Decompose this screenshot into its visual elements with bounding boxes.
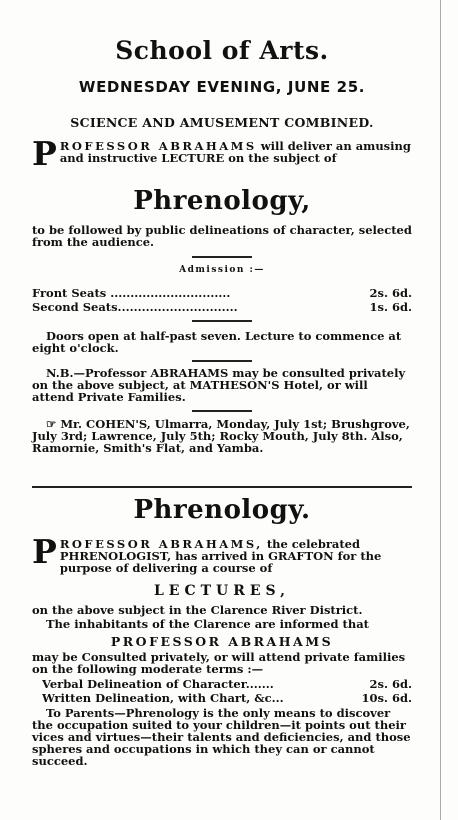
front-seats-label: Front Seats .............................. (32, 286, 231, 300)
second-seats-price: 1s. 6d. (369, 300, 412, 314)
ad2-inhabitants: The inhabitants of the Clarence are informed that (46, 617, 369, 631)
ad2-parents-text: To Parents—Phrenology is the only means to discover the occupation suited to your children—it points out their vices and virtues—their talents and deficiencies, and those spheres and occupations in which they can or cannot succeed. (32, 706, 411, 768)
verbal-delineation-row (32, 677, 412, 691)
verbal-delineation-price: 2s. 6d. (369, 677, 412, 691)
ad1-intro-text: will deliver an amusing and instructive LECTURE on the subject of (59, 139, 411, 165)
written-delineation-row (32, 691, 412, 705)
ad1-intro-name: ROFESSOR ABRAHAMS (59, 139, 257, 153)
ad1-dropcap: P (32, 134, 57, 173)
ad2-fee-list (32, 677, 412, 705)
column-edge-rule (440, 0, 441, 820)
second-seats-label: Second Seats.............................. (32, 300, 238, 314)
written-delineation-price: 10s. 6d. (361, 691, 412, 705)
ad1-intro (32, 134, 412, 173)
section-divider-rule (32, 486, 412, 488)
ad2-heading: Phrenology. (133, 495, 311, 525)
front-seats-row (32, 286, 412, 300)
ad1-doors-text: Doors open at half-past seven. Lecture to commence at eight o'clock. (32, 329, 402, 355)
ad1-admission-label: Admission :— (179, 265, 265, 275)
written-delineation-label: Written Delineation, with Chart, &c... (42, 691, 284, 705)
pointing-hand-icon: ☞ (46, 417, 57, 431)
ad2-intro-text: the celebrated PHRENOLOGIST, has arrived in GRAFTON for the purpose of delivering a course of (59, 537, 382, 575)
ad1-heading: School of Arts. (115, 36, 329, 65)
ad1-followed-text: to be followed by public delineations of character, selected from the audience. (32, 223, 412, 249)
ad2-intro-name: ROFESSOR ABRAHAMS, (59, 537, 263, 551)
second-seats-row (32, 300, 412, 314)
ad1-itinerary (32, 418, 412, 454)
ad2-lectures: LECTURES, (153, 583, 291, 599)
ad1-nb-text: N.B.—Professor ABRAHAMS may be consulted privately on the above subject, at MATHESON'S Hotel, or will attend Private Families. (32, 366, 406, 404)
ad2-consulted-text: may be Consulted privately, or will attend private families on the following moderate terms :— (32, 650, 406, 676)
ad1-short-rule-2 (192, 320, 252, 322)
ad2-district: on the above subject in the Clarence River District. (32, 603, 363, 617)
ad1-subject: Phrenology, (133, 186, 311, 216)
ad1-price-list (32, 286, 412, 314)
ad1-itinerary-text: Mr. COHEN'S, Ulmarra, Monday, July 1st; Brushgrove, July 3rd; Lawrence, July 5th; Rocky Mouth, July 8th. Also, Ramornie, Smith's Flat, and Yamba. (32, 417, 410, 455)
ad1-short-rule-1 (192, 256, 252, 258)
ad2-dropcap: P (32, 532, 57, 571)
ad2-professor-name: PROFESSOR ABRAHAMS (110, 634, 334, 649)
ad1-subheading: SCIENCE AND AMUSEMENT COMBINED. (70, 115, 374, 130)
ad1-date-line: WEDNESDAY EVENING, JUNE 25. (78, 78, 366, 96)
verbal-delineation-label: Verbal Delineation of Character....... (42, 677, 274, 691)
ad2-intro (32, 532, 412, 575)
ad1-short-rule-3 (192, 360, 252, 362)
ad1-short-rule-4 (192, 410, 252, 412)
front-seats-price: 2s. 6d. (369, 286, 412, 300)
